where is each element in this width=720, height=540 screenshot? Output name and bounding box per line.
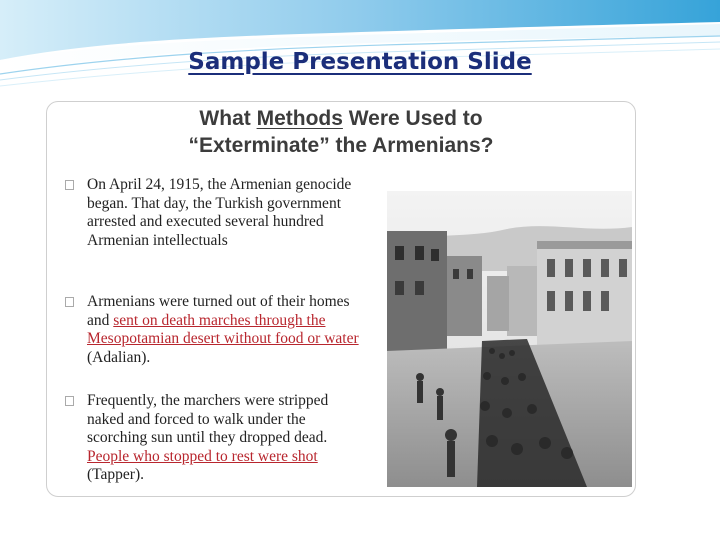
- bullet-text: [87, 392, 365, 485]
- historical-march-photo: [387, 191, 632, 487]
- bullet-box-icon: [65, 297, 74, 307]
- content-heading: [47, 105, 635, 159]
- bullet-text-before: Frequently, the marchers were stripped naked and forced to walk under the scorching sun until they dropped dead.: [87, 392, 329, 446]
- slide-title: Sample Presentation Slide: [188, 49, 532, 75]
- bullet-item-2: [65, 293, 365, 367]
- bullet-text-before: Armenians were turned out of their homes and: [87, 293, 350, 329]
- bullet-text: [87, 293, 365, 367]
- bullet-text: On April 24, 1915, the Armenian genocide began. That day, the Turkish government arrested and executed several hundred Armenian intellectuals: [87, 176, 352, 249]
- header-wave-decoration: [0, 0, 720, 95]
- heading-underlined-word: Methods: [256, 107, 343, 130]
- bullet-highlight: People who stopped to rest were shot: [87, 447, 318, 465]
- bullet-item-3: [65, 392, 365, 485]
- content-panel: [46, 101, 636, 497]
- bullet-box-icon: [65, 396, 74, 406]
- bullet-highlight: sent on death marches through the Mesopotamian desert without food or water: [87, 311, 359, 347]
- heading-line-two: “Exterminate” the Armenians?: [188, 134, 494, 157]
- bullet-text-after: (Adalian).: [87, 348, 151, 366]
- heading-suffix: Were Used to: [342, 107, 483, 130]
- bullet-item-1: [65, 176, 365, 250]
- heading-prefix: What: [199, 107, 257, 130]
- bullet-text-after: (Tapper).: [87, 466, 145, 483]
- bullet-box-icon: [65, 180, 74, 190]
